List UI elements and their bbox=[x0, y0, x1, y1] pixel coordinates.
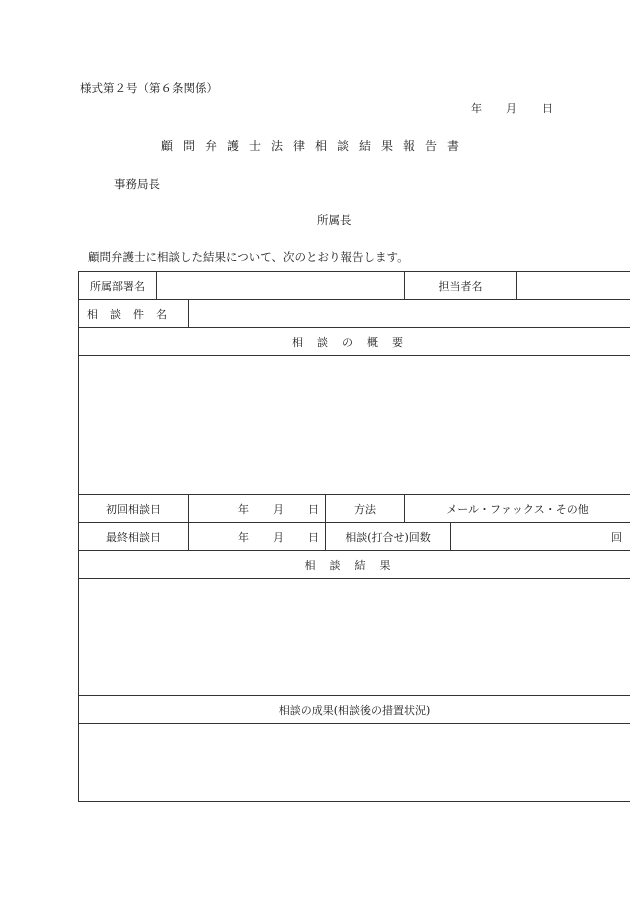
first-date-field[interactable] bbox=[189, 495, 326, 523]
date-day-label: 日 bbox=[542, 102, 553, 115]
date-month-label: 月 bbox=[506, 102, 517, 115]
count-label: 相談(打合せ)回数 bbox=[326, 523, 451, 551]
table-row bbox=[79, 724, 630, 802]
table-row bbox=[79, 328, 630, 356]
table-row bbox=[79, 300, 630, 328]
department-head: 所属長 bbox=[317, 213, 352, 227]
first-date-year-unit: 年 bbox=[238, 502, 249, 516]
last-date-field[interactable] bbox=[189, 523, 326, 551]
method-options[interactable]: メール・ファックス・その他 bbox=[405, 495, 630, 523]
dept-field[interactable] bbox=[157, 272, 405, 300]
summary-heading: 相談の概要 bbox=[79, 328, 630, 356]
intro-text: 顧問弁護士に相談した結果について、次のとおり報告します。 bbox=[88, 250, 409, 264]
method-label: 方法 bbox=[326, 495, 405, 523]
first-date-month-unit: 月 bbox=[273, 502, 284, 516]
form-number: 様式第２号（第６条関係） bbox=[80, 81, 218, 95]
date-year-label: 年 bbox=[471, 102, 482, 115]
table-row bbox=[79, 356, 630, 495]
outcome-heading: 相談の成果(相談後の措置状況) bbox=[79, 696, 630, 724]
count-unit: 回 bbox=[611, 530, 623, 544]
outcome-field[interactable] bbox=[79, 724, 630, 802]
table-row bbox=[79, 272, 630, 300]
page-title: 顧問弁護士法律相談結果報告書 bbox=[160, 139, 469, 153]
count-field[interactable] bbox=[451, 523, 630, 551]
subject-label: 相談件名 bbox=[79, 300, 189, 328]
table-row bbox=[79, 551, 630, 579]
dept-label: 所属部署名 bbox=[79, 272, 157, 300]
last-date-year-unit: 年 bbox=[238, 530, 249, 544]
table-row bbox=[79, 523, 630, 551]
report-form-table bbox=[78, 271, 630, 802]
last-date-label: 最終相談日 bbox=[79, 523, 189, 551]
result-heading: 相談結果 bbox=[79, 551, 630, 579]
table-row bbox=[79, 579, 630, 696]
person-field[interactable] bbox=[517, 272, 630, 300]
result-field[interactable] bbox=[79, 579, 630, 696]
person-label: 担当者名 bbox=[405, 272, 517, 300]
first-date-day-unit: 日 bbox=[308, 502, 319, 516]
subject-field[interactable] bbox=[189, 300, 630, 328]
last-date-month-unit: 月 bbox=[273, 530, 284, 544]
table-row bbox=[79, 696, 630, 724]
first-date-label: 初回相談日 bbox=[79, 495, 189, 523]
table-row bbox=[79, 495, 630, 523]
summary-field[interactable] bbox=[79, 356, 630, 495]
addressee: 事務局長 bbox=[114, 177, 160, 191]
last-date-day-unit: 日 bbox=[308, 530, 319, 544]
